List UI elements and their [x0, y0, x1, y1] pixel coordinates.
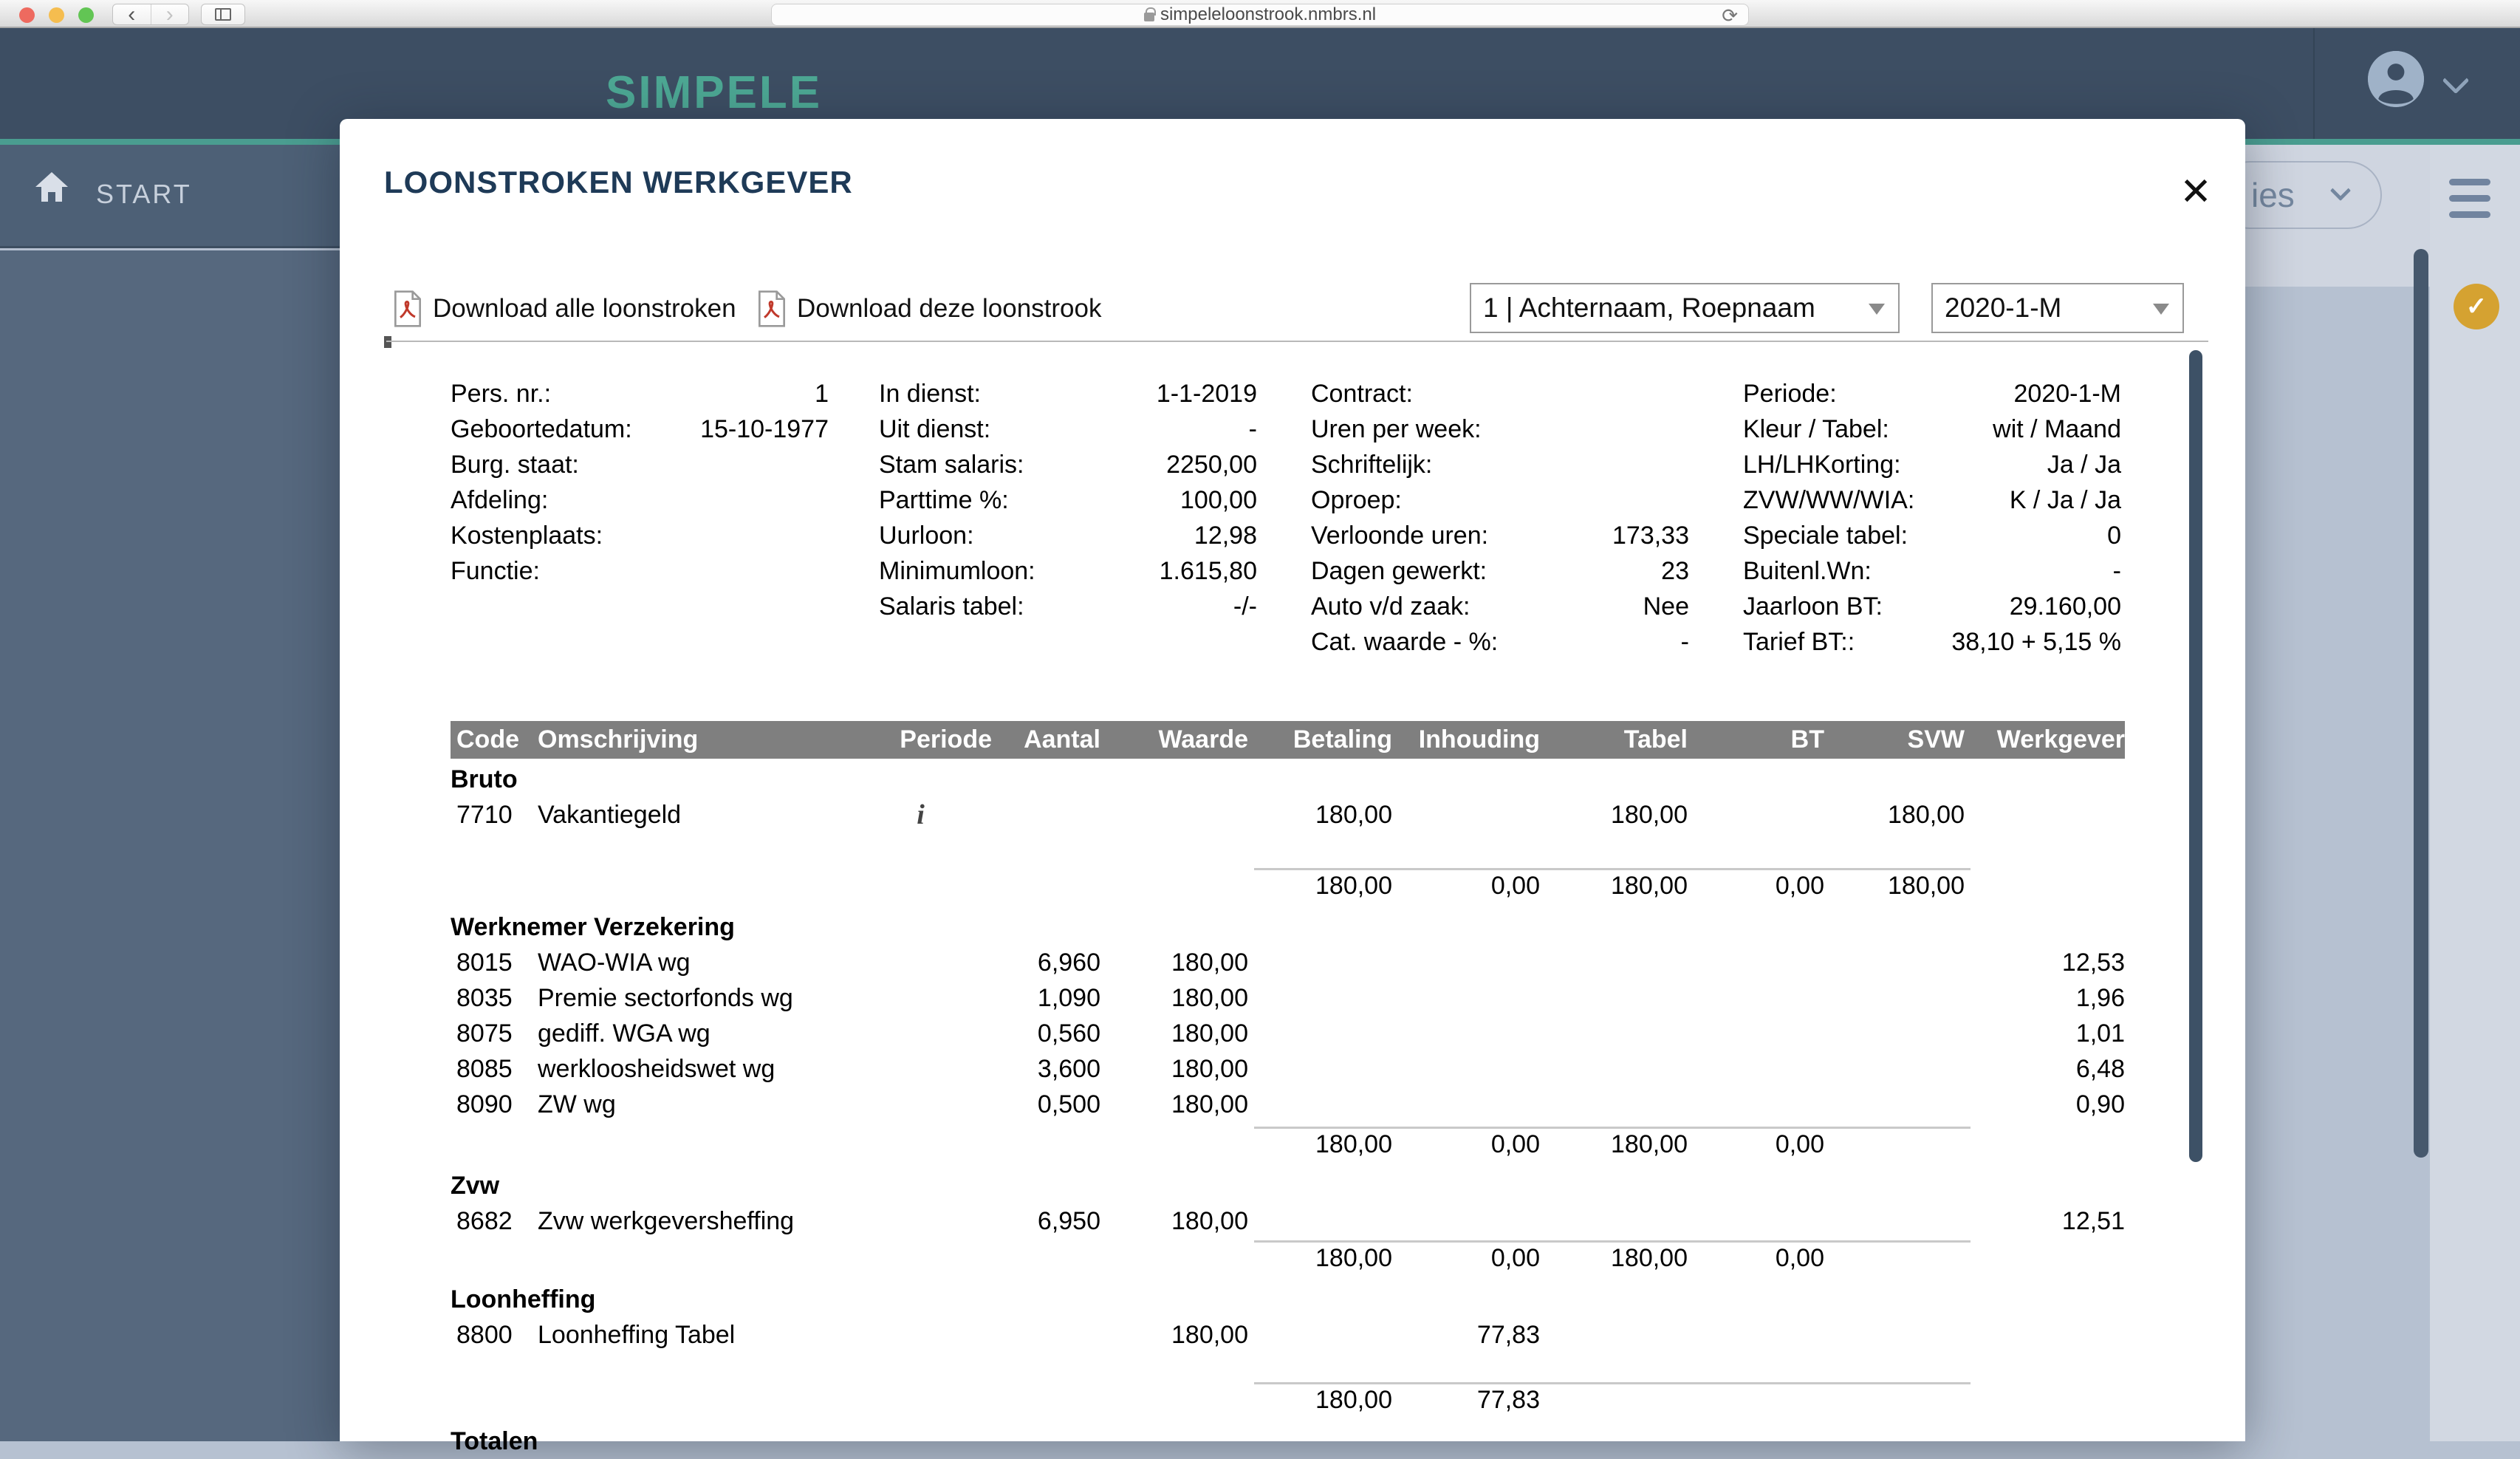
info-column [1743, 376, 2121, 660]
subtotal-inhouding: 0,00 [1490, 871, 1540, 900]
cell-svw: 180,00 [1888, 800, 1965, 829]
background-dropdown-label: ies [2251, 176, 2295, 214]
info-row [1743, 411, 2121, 447]
cell-aantal: 6,960 [1037, 948, 1100, 977]
info-label: Contract: [1311, 379, 1413, 408]
cell-werkgever: 0,90 [2075, 1090, 2125, 1118]
col-header-aantal: Aantal [1024, 725, 1100, 754]
page-scrollbar[interactable] [2414, 249, 2428, 1158]
window-minimize-button[interactable] [49, 7, 64, 23]
section-heading: Totalen [451, 1426, 538, 1455]
sidebar-body [0, 250, 340, 1441]
info-value: -/- [1233, 592, 1257, 621]
info-value: 38,10 + 5,15 % [1951, 627, 2121, 656]
info-value: 1 [815, 379, 829, 408]
payslip-row [451, 945, 2125, 980]
url-text: simpeleloonstrook.nmbrs.nl [1160, 4, 1377, 24]
info-row [879, 482, 1257, 518]
cell-code: 8085 [456, 1054, 513, 1083]
info-label: Jaarloon BT: [1743, 592, 1883, 621]
cell-desc: Loonheffing Tabel [538, 1320, 736, 1349]
cell-aantal: 0,500 [1037, 1090, 1100, 1118]
subtotal-row [451, 1382, 2125, 1418]
info-value: 173,33 [1612, 521, 1689, 550]
subtotal-rule [1254, 1382, 1971, 1384]
download-all-link[interactable] [393, 284, 736, 333]
info-label: Kleur / Tabel: [1743, 414, 1889, 443]
subtotal-rule [1254, 1127, 1971, 1129]
subtotal-block [451, 1127, 2125, 1162]
subtotal-bt: 0,00 [1775, 871, 1824, 900]
section-heading: Loonheffing [451, 1285, 596, 1313]
info-column [451, 376, 829, 589]
info-row [1311, 411, 1689, 447]
select-arrow-icon [2153, 304, 2169, 315]
info-value: 23 [1661, 556, 1689, 585]
payslip-row [451, 1203, 2125, 1239]
subtotal-inhouding: 0,00 [1490, 1130, 1540, 1158]
subtotal-row [451, 868, 2125, 903]
cell-code: 8075 [456, 1019, 513, 1048]
info-value: 1.615,80 [1159, 556, 1257, 585]
browser-sidebar-button[interactable] [201, 4, 245, 25]
cell-desc: Premie sectorfonds wg [538, 983, 793, 1012]
info-value: - [1680, 627, 1689, 656]
info-row [451, 482, 829, 518]
subtotal-bt: 0,00 [1775, 1130, 1824, 1158]
info-row [879, 553, 1257, 589]
info-row [1311, 482, 1689, 518]
forward-button[interactable]: › [165, 1, 174, 27]
info-row [879, 589, 1257, 624]
cell-betaling: 180,00 [1315, 800, 1392, 829]
subtotal-betaling: 180,00 [1315, 1130, 1392, 1158]
info-value: 2250,00 [1166, 450, 1257, 479]
info-value: - [2112, 556, 2121, 585]
payslip-frame-top-border [386, 341, 2208, 342]
payslip-table [451, 721, 2125, 1459]
subtotal-betaling: 180,00 [1315, 871, 1392, 900]
subtotal-row [451, 1127, 2125, 1162]
cell-tabel: 180,00 [1611, 800, 1688, 829]
user-avatar[interactable] [2368, 51, 2424, 107]
chevron-down-icon [2330, 180, 2351, 201]
info-label: Kostenplaats: [451, 521, 603, 550]
info-value: Nee [1643, 592, 1689, 621]
info-row [451, 411, 829, 447]
col-header-svw: SVW [1907, 725, 1965, 754]
info-value: K / Ja / Ja [2009, 485, 2121, 514]
subtotal-block [451, 1240, 2125, 1276]
info-label: Uit dienst: [879, 414, 991, 443]
cell-aantal: 1,090 [1037, 983, 1100, 1012]
window-close-button[interactable] [19, 7, 35, 23]
info-row [1743, 482, 2121, 518]
cell-aantal: 6,950 [1037, 1206, 1100, 1235]
payslip-row [451, 1087, 2125, 1122]
cell-code: 8035 [456, 983, 513, 1012]
info-value: wit / Maand [1993, 414, 2121, 443]
table-header-row [451, 721, 2125, 759]
info-value: 12,98 [1194, 521, 1257, 550]
sidebar-item-start[interactable] [0, 145, 340, 248]
col-header-code: Code [456, 725, 519, 754]
cell-inhouding: 77,83 [1476, 1320, 1540, 1349]
account-chevron-down-icon[interactable] [2442, 67, 2470, 95]
info-row [451, 447, 829, 482]
info-value: 1-1-2019 [1156, 379, 1257, 408]
info-row [1743, 447, 2121, 482]
subtotal-tabel: 180,00 [1611, 1243, 1688, 1272]
info-value: 100,00 [1180, 485, 1257, 514]
info-label: Minimumloon: [879, 556, 1035, 585]
right-toolbar [2430, 145, 2520, 1441]
hamburger-icon [2449, 179, 2490, 185]
subtotal-block [451, 1382, 2125, 1418]
col-header-tabel: Tabel [1623, 725, 1688, 754]
info-label: Speciale tabel: [1743, 521, 1908, 550]
cell-werkgever: 1,96 [2075, 983, 2125, 1012]
info-label: ZVW/WW/WIA: [1743, 485, 1915, 514]
info-label: LH/LHKorting: [1743, 450, 1901, 479]
download-current-link[interactable] [757, 284, 1101, 333]
window-zoom-button[interactable] [78, 7, 94, 23]
cell-waarde: 180,00 [1171, 1019, 1248, 1048]
subtotal-tabel: 180,00 [1611, 871, 1688, 900]
cell-desc: gediff. WGA wg [538, 1019, 711, 1048]
cell-code: 8682 [456, 1206, 513, 1235]
section-heading: Zvw [451, 1171, 500, 1200]
download-current-label: Download deze loonstrook [797, 294, 1102, 323]
cell-werkgever: 12,53 [2061, 948, 2125, 977]
info-value: - [1248, 414, 1257, 443]
info-label: Dagen gewerkt: [1311, 556, 1487, 585]
info-label: Verloonde uren: [1311, 521, 1489, 550]
cell-desc: werkloosheidswet wg [538, 1054, 775, 1083]
download-all-label: Download alle loonstroken [433, 294, 736, 323]
col-header-bt: BT [1790, 725, 1824, 754]
cell-desc: Zvw werkgeversheffing [538, 1206, 795, 1235]
employee-select[interactable] [1470, 283, 1900, 333]
payslip-row [451, 980, 2125, 1016]
info-row [1311, 624, 1689, 660]
info-label: Periode: [1743, 379, 1837, 408]
info-value: Ja / Ja [2047, 450, 2121, 479]
check-icon: ✓ [2465, 293, 2488, 321]
info-label: Buitenl.Wn: [1743, 556, 1872, 585]
modal-title: LOONSTROKEN WERKGEVER [384, 165, 853, 199]
period-select-value: 2020-1-M [1945, 293, 2062, 323]
cell-aantal: 0,560 [1037, 1019, 1100, 1048]
info-label: Uren per week: [1311, 414, 1482, 443]
info-label: Burg. staat: [451, 450, 579, 479]
nav-buttons [112, 1, 189, 27]
subtotal-rule [1254, 868, 1971, 870]
col-header-desc: Omschrijving [538, 725, 699, 754]
info-label: Parttime %: [879, 485, 1009, 514]
cell-desc: WAO-WIA wg [538, 948, 691, 977]
info-row [451, 553, 829, 589]
info-label: Schriftelijk: [1311, 450, 1433, 479]
confirm-badge[interactable] [2454, 284, 2499, 329]
address-bar[interactable] [771, 4, 1749, 26]
pdf-icon [757, 290, 787, 328]
cell-aantal: 3,600 [1037, 1054, 1100, 1083]
cell-waarde: 180,00 [1171, 1090, 1248, 1118]
cell-werkgever: 12,51 [2061, 1206, 2125, 1235]
info-row [879, 376, 1257, 411]
info-value: 2020-1-M [2013, 379, 2121, 408]
info-label: In dienst: [879, 379, 981, 408]
info-row [879, 411, 1257, 447]
subtotal-inhouding: 77,83 [1476, 1385, 1540, 1414]
info-row [1311, 447, 1689, 482]
info-label: Auto v/d zaak: [1311, 592, 1470, 621]
cell-code: 8800 [456, 1320, 513, 1349]
back-button[interactable]: ‹ [113, 4, 151, 24]
logo-line1: SIMPELE [606, 67, 823, 118]
subtotal-row [451, 1240, 2125, 1276]
info-label: Functie: [451, 556, 540, 585]
cell-periode [849, 799, 992, 831]
info-label: Stam salaris: [879, 450, 1024, 479]
info-label: Salaris tabel: [879, 592, 1024, 621]
subtotal-inhouding: 0,00 [1490, 1243, 1540, 1272]
cell-desc: Vakantiegeld [538, 800, 682, 829]
section-heading: Werknemer Verzekering [451, 912, 735, 941]
payslip-row [451, 1317, 2125, 1353]
cell-waarde: 180,00 [1171, 948, 1248, 977]
subtotal-block [451, 868, 2125, 903]
info-icon[interactable]: i [917, 799, 925, 830]
refresh-icon[interactable]: ⟳ [1722, 4, 1738, 27]
period-select[interactable] [1931, 283, 2184, 333]
sidebar-toggle-icon [215, 8, 231, 21]
info-row [1743, 376, 2121, 411]
subtotal-betaling: 180,00 [1315, 1385, 1392, 1414]
info-label: Tarief BT:: [1743, 627, 1855, 656]
modal-scrollbar[interactable] [2189, 350, 2202, 1162]
col-header-betaling: Betaling [1292, 725, 1392, 754]
info-row [451, 518, 829, 553]
cell-waarde: 180,00 [1171, 1054, 1248, 1083]
info-row [879, 447, 1257, 482]
info-label: Oproep: [1311, 485, 1402, 514]
payslip-frame-corner [384, 336, 391, 348]
info-row [451, 376, 829, 411]
info-value: 29.160,00 [2009, 592, 2121, 621]
col-header-waarde: Waarde [1158, 725, 1248, 754]
info-column [1311, 376, 1689, 660]
select-arrow-icon [1869, 304, 1885, 315]
info-row [1311, 553, 1689, 589]
cell-code: 8090 [456, 1090, 513, 1118]
cell-code: 8015 [456, 948, 513, 977]
subtotal-rule [1254, 1240, 1971, 1243]
info-row [1743, 553, 2121, 589]
info-row [1743, 589, 2121, 624]
cell-waarde: 180,00 [1171, 983, 1248, 1012]
lock-icon [1144, 13, 1154, 21]
cell-code: 7710 [456, 800, 513, 829]
home-icon [34, 170, 69, 204]
subtotal-tabel: 180,00 [1611, 1130, 1688, 1158]
payslip-row [451, 1051, 2125, 1087]
info-row [1743, 624, 2121, 660]
loonstroken-modal [340, 119, 2245, 1455]
subtotal-betaling: 180,00 [1315, 1243, 1392, 1272]
info-label: Afdeling: [451, 485, 549, 514]
employee-select-value: 1 | Achternaam, Roepnaam [1483, 293, 1815, 323]
person-icon [2368, 51, 2424, 107]
info-value: 15-10-1977 [700, 414, 829, 443]
subtotal-svw: 180,00 [1888, 871, 1965, 900]
close-icon[interactable]: ✕ [2180, 171, 2212, 213]
info-label: Geboortedatum: [451, 414, 632, 443]
header-divider [2313, 28, 2315, 139]
sidebar-item-label: START [96, 179, 192, 209]
cell-waarde: 180,00 [1171, 1320, 1248, 1349]
info-row [1311, 589, 1689, 624]
info-value: 0 [2107, 521, 2121, 550]
info-row [1743, 518, 2121, 553]
payslip-row [451, 1016, 2125, 1051]
subtotal-bt: 0,00 [1775, 1243, 1824, 1272]
section-heading: Bruto [451, 765, 518, 793]
cell-desc: ZW wg [538, 1090, 616, 1118]
info-row [1311, 376, 1689, 411]
cell-waarde: 180,00 [1171, 1206, 1248, 1235]
col-header-periode: Periode [900, 725, 992, 754]
cell-werkgever: 1,01 [2075, 1019, 2125, 1048]
pdf-icon [393, 290, 422, 328]
info-column [879, 376, 1257, 624]
col-header-inhouding: Inhouding [1418, 725, 1540, 754]
info-label: Pers. nr.: [451, 379, 552, 408]
info-row [879, 518, 1257, 553]
info-row [1311, 518, 1689, 553]
info-label: Uurloon: [879, 521, 974, 550]
browser-toolbar [0, 0, 2520, 28]
col-header-werkgever: Werkgever [1996, 725, 2125, 754]
cell-werkgever: 6,48 [2075, 1054, 2125, 1083]
info-label: Cat. waarde - %: [1311, 627, 1499, 656]
payslip-row [451, 797, 2125, 833]
